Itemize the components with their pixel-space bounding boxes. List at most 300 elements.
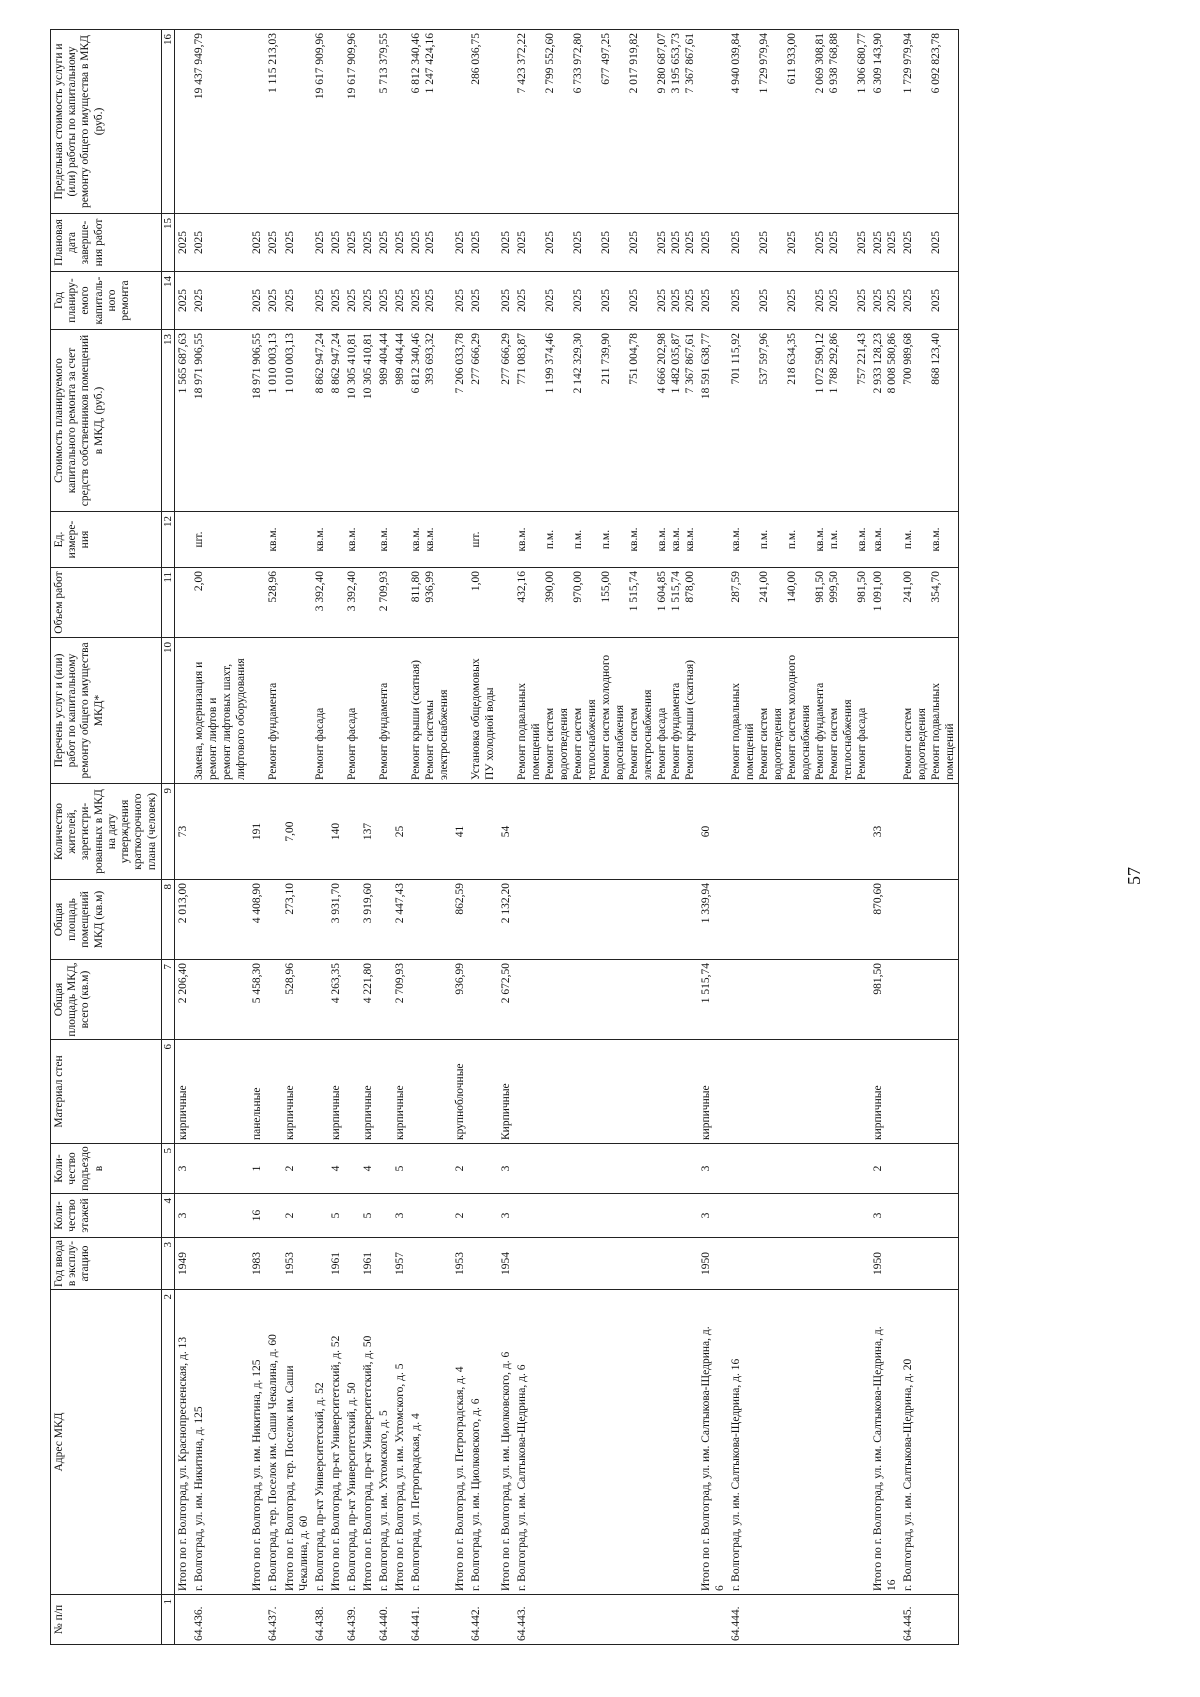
column-number: 15 <box>161 214 175 272</box>
table-row <box>514 30 698 1645</box>
table-cell: 2025 <box>191 214 249 272</box>
table-cell <box>249 30 265 214</box>
table-cell: кв.м. <box>344 512 360 568</box>
table-cell: 2025 <box>498 214 514 272</box>
table-cell <box>265 1144 281 1194</box>
table-cell: 3 <box>698 1194 728 1238</box>
table-cell: 701 115,92 537 597,96 218 634,35 1 072 590,12 1 788 292,86 757 221,43 <box>728 330 870 512</box>
table-cell: Ремонт систем водоотведения Ремонт подвальных помещений <box>900 638 959 784</box>
table-cell: 18 971 906,55 <box>191 330 249 512</box>
table-cell <box>282 568 312 638</box>
table-cell: 2025 2025 2025 2025 2025 2025 2025 2025 <box>514 272 698 330</box>
table-cell: 7 206 033,78 <box>452 330 468 512</box>
table-cell <box>376 880 392 960</box>
table-row <box>344 30 360 1645</box>
table-cell <box>728 960 870 1040</box>
table-cell: кв.м. <box>265 512 281 568</box>
table-cell: Ремонт фундамента <box>265 638 281 784</box>
table-cell <box>728 1040 870 1144</box>
column-number: 8 <box>161 880 175 960</box>
table-cell: 2025 <box>452 214 468 272</box>
column-number: 11 <box>161 568 175 638</box>
table-cell: 2025 2025 <box>900 214 959 272</box>
table-cell <box>249 638 265 784</box>
table-cell: п.м. кв.м. <box>900 512 959 568</box>
table-cell <box>191 960 249 1040</box>
table-cell: 2025 <box>376 214 392 272</box>
table-body <box>175 30 959 1645</box>
table-cell: 1 010 003,13 <box>265 330 281 512</box>
table-cell: 528,96 <box>282 960 312 1040</box>
table-cell <box>514 880 698 960</box>
table-cell: Ремонт подвальных помещений Ремонт систем водоотведения Ремонт систем теплоснабжения Ремонт систем холодного водоснабжения Ремонт систем электроснабжения Ремонт фасада Ремонт фундамента Ремонт крыши (скатная) <box>514 638 698 784</box>
table-cell <box>376 1144 392 1194</box>
table-cell: 5 <box>328 1194 344 1238</box>
table-cell: 137 <box>360 784 376 880</box>
table-cell: 4 940 039,84 1 729 979,94 611 933,00 2 069 308,81 6 938 768,88 1 306 680,77 <box>728 30 870 214</box>
column-number-row <box>161 30 175 1645</box>
table-cell: 3 <box>870 1194 900 1238</box>
table-cell: 432,16 390,00 970,00 155,00 1 515,74 1 604,85 1 515,74 878,00 <box>514 568 698 638</box>
column-number: 3 <box>161 1238 175 1290</box>
table-cell: 1 729 979,94 6 092 823,78 <box>900 30 959 214</box>
table-cell: 2 132,20 <box>498 880 514 960</box>
table-cell <box>468 784 498 880</box>
table-cell: 981,50 <box>870 960 900 1040</box>
table-cell: 6 812 340,46 1 247 424,16 <box>408 30 452 214</box>
table-cell: 1 <box>249 1144 265 1194</box>
table-cell: шт. <box>468 512 498 568</box>
table-cell: 2025 <box>698 214 728 272</box>
table-cell: 60 <box>698 784 728 880</box>
table-cell: 1957 <box>392 1238 408 1290</box>
table-cell <box>728 1238 870 1290</box>
table-cell: 8 862 947,24 <box>328 330 344 512</box>
table-cell <box>408 1144 452 1194</box>
table-cell: 286 036,75 <box>468 30 498 214</box>
table-cell: кв.м. кв.м. <box>408 512 452 568</box>
table-row <box>175 30 192 1645</box>
table-cell: 2025 <box>191 272 249 330</box>
table-cell: 3 392,40 <box>344 568 360 638</box>
table-cell <box>728 784 870 880</box>
table-cell <box>282 1595 312 1645</box>
table-cell: Кирпичные <box>498 1040 514 1144</box>
table-cell <box>360 512 376 568</box>
table-cell: 19 437 949,79 <box>191 30 249 214</box>
table-cell: кирпичные <box>175 1040 192 1144</box>
table-cell: 771 083,87 1 199 374,46 2 142 329,30 211 739,90 751 004,78 4 666 202,98 1 482 035,87 7 367 867,61 <box>514 330 698 512</box>
table-cell: 2025 <box>265 272 281 330</box>
table-cell <box>698 568 728 638</box>
table-cell: Итого по г. Волгоград, тер. Поселок им. Саши Чекалина, д. 60 <box>282 1290 312 1595</box>
table-cell: 64.445. <box>900 1595 959 1645</box>
table-cell: 1954 <box>498 1238 514 1290</box>
table-row <box>249 30 265 1645</box>
table-cell <box>900 1144 959 1194</box>
column-header: Ед. измере-ния <box>51 512 162 568</box>
table-cell: 287,59 241,00 140,00 981,50 999,50 981,50 <box>728 568 870 638</box>
table-cell <box>344 784 360 880</box>
table-cell: 2025 2025 2025 2025 2025 2025 <box>728 214 870 272</box>
table-cell <box>328 638 344 784</box>
table-cell: 2 <box>870 1144 900 1194</box>
table-cell: 18 971 906,55 <box>249 330 265 512</box>
table-cell: г. Волгоград, тер. Поселок им. Саши Чекалина, д. 60 <box>265 1290 281 1595</box>
table-cell: 2025 <box>328 214 344 272</box>
column-header: Адрес МКД <box>51 1290 162 1595</box>
table-cell <box>265 784 281 880</box>
table-cell <box>498 512 514 568</box>
table-cell: 528,96 <box>265 568 281 638</box>
table-cell: 2025 2025 2025 2025 2025 2025 <box>728 272 870 330</box>
table-cell: 2 206,40 <box>175 960 192 1040</box>
table-cell <box>328 1595 344 1645</box>
table-cell: кирпичные <box>360 1040 376 1144</box>
table-cell: 7 423 372,22 2 799 552,60 6 733 972,80 677 497,25 2 017 919,82 9 280 687,07 3 195 653,73 7 367 867,61 <box>514 30 698 214</box>
table-cell <box>265 1194 281 1238</box>
table-cell: 2,00 <box>191 568 249 638</box>
table-cell: 2 <box>282 1144 312 1194</box>
column-number: 7 <box>161 960 175 1040</box>
table-row <box>392 30 408 1645</box>
table-cell: 1950 <box>698 1238 728 1290</box>
table-cell: 1 515,74 <box>698 960 728 1040</box>
table-cell: 18 591 638,77 <box>698 330 728 512</box>
table-cell: Итого по г. Волгоград, ул. им. Циолковского, д. 6 <box>498 1290 514 1595</box>
column-number: 12 <box>161 512 175 568</box>
table-cell: 3 919,60 <box>360 880 376 960</box>
table-cell: 3 <box>498 1194 514 1238</box>
table-cell: 16 <box>249 1194 265 1238</box>
column-header: Общая площадь МКД, всего (кв.м) <box>51 960 162 1040</box>
table-cell <box>191 1238 249 1290</box>
table-cell: 2025 <box>376 272 392 330</box>
table-cell: кв.м. п.м. п.м. п.м. кв.м. кв.м. кв.м. кв.м. <box>514 512 698 568</box>
table-cell <box>392 638 408 784</box>
table-cell: 7,00 <box>282 784 312 880</box>
table-cell: 2025 <box>249 272 265 330</box>
header-row <box>51 30 162 1645</box>
table-cell <box>376 1194 392 1238</box>
column-header: Плановая дата заверше-ния работ <box>51 214 162 272</box>
table-cell <box>392 568 408 638</box>
table-cell: 19 617 909,96 <box>312 30 328 214</box>
table-cell <box>468 1194 498 1238</box>
table-cell: 2025 <box>312 272 328 330</box>
table-cell: 2025 <box>249 214 265 272</box>
table-cell: 5 713 379,55 <box>376 30 392 214</box>
column-header: Объем работ <box>51 568 162 638</box>
table-cell <box>468 1238 498 1290</box>
table-cell <box>408 784 452 880</box>
table-cell: 1,00 <box>468 568 498 638</box>
table-cell: 3 <box>175 1194 192 1238</box>
table-cell: 5 <box>392 1144 408 1194</box>
table-cell: кирпичные <box>698 1040 728 1144</box>
table-cell: 10 305 410,81 <box>360 330 376 512</box>
column-header: Общая площадь помещений МКД (кв.м) <box>51 880 162 960</box>
table-cell: Итого по г. Волгоград, ул. Петроградская, д. 4 <box>452 1290 468 1595</box>
table-cell <box>468 880 498 960</box>
table-cell <box>870 638 900 784</box>
table-cell <box>900 784 959 880</box>
table-cell <box>344 1238 360 1290</box>
table-cell: 989 404,44 <box>392 330 408 512</box>
table-cell: Ремонт крыши (скатная) Ремонт системы электроснабжения <box>408 638 452 784</box>
table-cell <box>376 1238 392 1290</box>
table-cell: 2 672,50 <box>498 960 514 1040</box>
column-header: Перечень услуг и (или) работ по капитальному ремонту общего имущества МКД* <box>51 638 162 784</box>
table-cell <box>360 1595 376 1645</box>
table-cell: 2025 <box>392 214 408 272</box>
table-cell: 1953 <box>282 1238 312 1290</box>
table-cell <box>312 1194 328 1238</box>
table-cell: 2025 <box>282 272 312 330</box>
table-cell: 2 709,93 <box>376 568 392 638</box>
table-cell: 2025 <box>468 272 498 330</box>
table-cell <box>728 1144 870 1194</box>
table-cell: 2025 <box>282 214 312 272</box>
table-cell: 2025 2025 <box>870 214 900 272</box>
column-header: Год планиру-емого капиталь-ного ремонта <box>51 272 162 330</box>
column-header: Предельная стоимость услуги и (или) работы по капитальному ремонту общего имущества в МКД (руб.) <box>51 30 162 214</box>
table-cell: 2025 <box>175 272 192 330</box>
table-cell: 10 305 410,81 <box>344 330 360 512</box>
column-number: 16 <box>161 30 175 214</box>
column-header: Количество жителей, зарегистри-рованных в МКД на дату утверждения краткосрочного плана (человек) <box>51 784 162 880</box>
table-cell: панельные <box>249 1040 265 1144</box>
table-cell: Итого по г. Волгоград, ул. им. Салтыкова-Щедрина, д. 6 <box>698 1290 728 1595</box>
table-cell: кв.м. <box>312 512 328 568</box>
table-cell <box>265 960 281 1040</box>
table-cell: 870,60 <box>870 880 900 960</box>
table-cell: 700 989,68 868 123,40 <box>900 330 959 512</box>
table-cell: 54 <box>498 784 514 880</box>
table-cell <box>312 784 328 880</box>
table-cell <box>468 1144 498 1194</box>
table-cell: г. Волгоград, ул. им. Циолковского, д. 6 <box>468 1290 498 1595</box>
table-cell: 2025 2025 <box>408 272 452 330</box>
table-cell: 811,80 936,99 <box>408 568 452 638</box>
table-cell <box>698 512 728 568</box>
rotated-page <box>50 30 1160 1645</box>
table-cell: 2 <box>452 1144 468 1194</box>
table-cell: 2025 <box>392 272 408 330</box>
table-cell: 2025 <box>312 214 328 272</box>
table-cell <box>175 30 192 214</box>
table-cell: 5 458,30 <box>249 960 265 1040</box>
table-cell <box>312 1144 328 1194</box>
table-cell: 2025 <box>344 214 360 272</box>
table-cell <box>498 30 514 214</box>
table-cell <box>408 1238 452 1290</box>
table-cell: 4 221,80 <box>360 960 376 1040</box>
table-row <box>191 30 249 1645</box>
table-row <box>408 30 452 1645</box>
table-cell <box>728 1194 870 1238</box>
table-cell <box>468 1040 498 1144</box>
table-cell <box>408 1040 452 1144</box>
table-cell <box>344 880 360 960</box>
table-cell <box>452 512 468 568</box>
table-cell <box>392 512 408 568</box>
table-cell: 277 666,29 <box>468 330 498 512</box>
table-cell: 2 933 128,23 8 008 580,86 <box>870 330 900 512</box>
table-cell <box>514 784 698 880</box>
table-cell: 1 010 003,13 <box>282 330 312 512</box>
table-cell: 241,00 354,70 <box>900 568 959 638</box>
table-row <box>376 30 392 1645</box>
table-cell: 64.443. <box>514 1595 698 1645</box>
table-cell: 2 709,93 <box>392 960 408 1040</box>
table-cell: Ремонт фундамента <box>376 638 392 784</box>
table-row <box>468 30 498 1645</box>
table-cell: Итого по г. Волгоград, пр-кт Университетский, д. 52 <box>328 1290 344 1595</box>
table-cell: г. Волгоград, пр-кт Университетский, д. 50 <box>344 1290 360 1595</box>
table-cell <box>175 512 192 568</box>
table-cell: шт. <box>191 512 249 568</box>
table-cell <box>392 1595 408 1645</box>
table-cell: 191 <box>249 784 265 880</box>
table-cell <box>698 1595 728 1645</box>
table-cell: 41 <box>452 784 468 880</box>
table-cell <box>900 1238 959 1290</box>
table-cell: г. Волгоград, ул. им. Никитина, д. 125 <box>191 1290 249 1595</box>
table-cell <box>265 1238 281 1290</box>
table-cell: 64.437. <box>265 1595 281 1645</box>
table-cell: 140 <box>328 784 344 880</box>
table-cell <box>468 960 498 1040</box>
table-cell <box>498 638 514 784</box>
table-cell: 73 <box>175 784 192 880</box>
table-cell: 2 447,43 <box>392 880 408 960</box>
table-cell <box>360 568 376 638</box>
table-cell: кирпичные <box>392 1040 408 1144</box>
table-cell: 4 <box>328 1144 344 1194</box>
table-cell: 64.442. <box>468 1595 498 1645</box>
table-cell <box>498 1595 514 1645</box>
table-cell: кв.м. п.м. п.м. кв.м. п.м. кв.м. <box>728 512 870 568</box>
table-cell: 1 565 687,63 <box>175 330 192 512</box>
table-cell: 2 <box>452 1194 468 1238</box>
table-cell <box>514 960 698 1040</box>
table-cell: г. Волгоград, ул. Петроградская, д. 4 <box>408 1290 452 1595</box>
table-row <box>312 30 328 1645</box>
column-number: 1 <box>161 1595 175 1645</box>
table-cell <box>265 880 281 960</box>
table-cell <box>360 30 376 214</box>
table-cell: кв.м. <box>870 512 900 568</box>
table-cell: 2025 <box>175 214 192 272</box>
table-cell: 2025 2025 <box>870 272 900 330</box>
table-cell: 2025 <box>360 272 376 330</box>
table-row <box>728 30 870 1645</box>
table-cell: Итого по г. Волгоград, ул. им. Никитина, д. 125 <box>249 1290 265 1595</box>
table-cell: 989 404,44 <box>376 330 392 512</box>
table-cell: кв.м. <box>376 512 392 568</box>
table-cell: 64.440. <box>376 1595 392 1645</box>
table-cell: Итого по г. Волгоград, пр-кт Университетский, д. 50 <box>360 1290 376 1595</box>
table-cell: 33 <box>870 784 900 880</box>
table-cell: 64.438. <box>312 1595 328 1645</box>
table-cell: 64.436. <box>191 1595 249 1645</box>
table-cell: 273,10 <box>282 880 312 960</box>
table-cell: 4 <box>360 1144 376 1194</box>
table-cell <box>698 638 728 784</box>
table-cell: Итого по г. Волгоград, ул. им. Ухтомского, д. 5 <box>392 1290 408 1595</box>
table-cell: 277 666,29 <box>498 330 514 512</box>
table-row <box>698 30 728 1645</box>
table-row <box>360 30 376 1645</box>
table-cell <box>452 568 468 638</box>
table-cell: 4 408,90 <box>249 880 265 960</box>
table-cell <box>328 30 344 214</box>
column-number: 4 <box>161 1194 175 1238</box>
table-cell: 1 339,94 <box>698 880 728 960</box>
column-number: 13 <box>161 330 175 512</box>
table-cell: 1983 <box>249 1238 265 1290</box>
table-cell: 1961 <box>360 1238 376 1290</box>
table-cell <box>191 1040 249 1144</box>
table-cell: 2 <box>282 1194 312 1238</box>
column-number: 14 <box>161 272 175 330</box>
column-header: Коли-чество подъездо в <box>51 1144 162 1194</box>
table-cell: крупноблочные <box>452 1040 468 1144</box>
table-cell: 2025 <box>265 214 281 272</box>
table-cell <box>249 568 265 638</box>
column-header: Год ввода в эксплу-атацию <box>51 1238 162 1290</box>
column-number: 6 <box>161 1040 175 1144</box>
table-cell <box>728 880 870 960</box>
table-cell <box>514 1144 698 1194</box>
table-cell: 2025 <box>360 214 376 272</box>
table-cell: кирпичные <box>870 1040 900 1144</box>
table-cell: Ремонт фасада <box>344 638 360 784</box>
table-cell <box>312 1040 328 1144</box>
table-cell: 5 <box>360 1194 376 1238</box>
table-cell <box>360 638 376 784</box>
table-cell: 6 812 340,46 393 693,32 <box>408 330 452 512</box>
table-row <box>452 30 468 1645</box>
table-cell <box>514 1040 698 1144</box>
table-cell: 3 392,40 <box>312 568 328 638</box>
table-cell <box>900 880 959 960</box>
table-cell: 3 931,70 <box>328 880 344 960</box>
table-cell <box>514 1194 698 1238</box>
table-cell <box>900 1194 959 1238</box>
table-cell <box>312 960 328 1040</box>
table-cell: Итого по г. Волгоград, ул. им. Салтыкова-Щедрина, д. 16 <box>870 1290 900 1595</box>
table-cell: 2025 <box>344 272 360 330</box>
table-cell <box>344 1194 360 1238</box>
column-header: Коли-чество этажей <box>51 1194 162 1238</box>
table-cell: 1949 <box>175 1238 192 1290</box>
table-cell: кирпичные <box>328 1040 344 1144</box>
table-cell <box>514 1238 698 1290</box>
table-cell: 1 115 213,03 <box>265 30 281 214</box>
table-cell: 64.439. <box>344 1595 360 1645</box>
column-number: 2 <box>161 1290 175 1595</box>
table-cell <box>452 638 468 784</box>
table-row <box>265 30 281 1645</box>
table-cell: г. Волгоград, ул. им. Салтыкова-Щедрина, д. 6 <box>514 1290 698 1595</box>
table-row <box>900 30 959 1645</box>
table-cell: Установка общедомовых ПУ холодной воды <box>468 638 498 784</box>
table-cell: 2 013,00 <box>175 880 192 960</box>
table-cell: 1950 <box>870 1238 900 1290</box>
table-cell: 2025 2025 <box>408 214 452 272</box>
